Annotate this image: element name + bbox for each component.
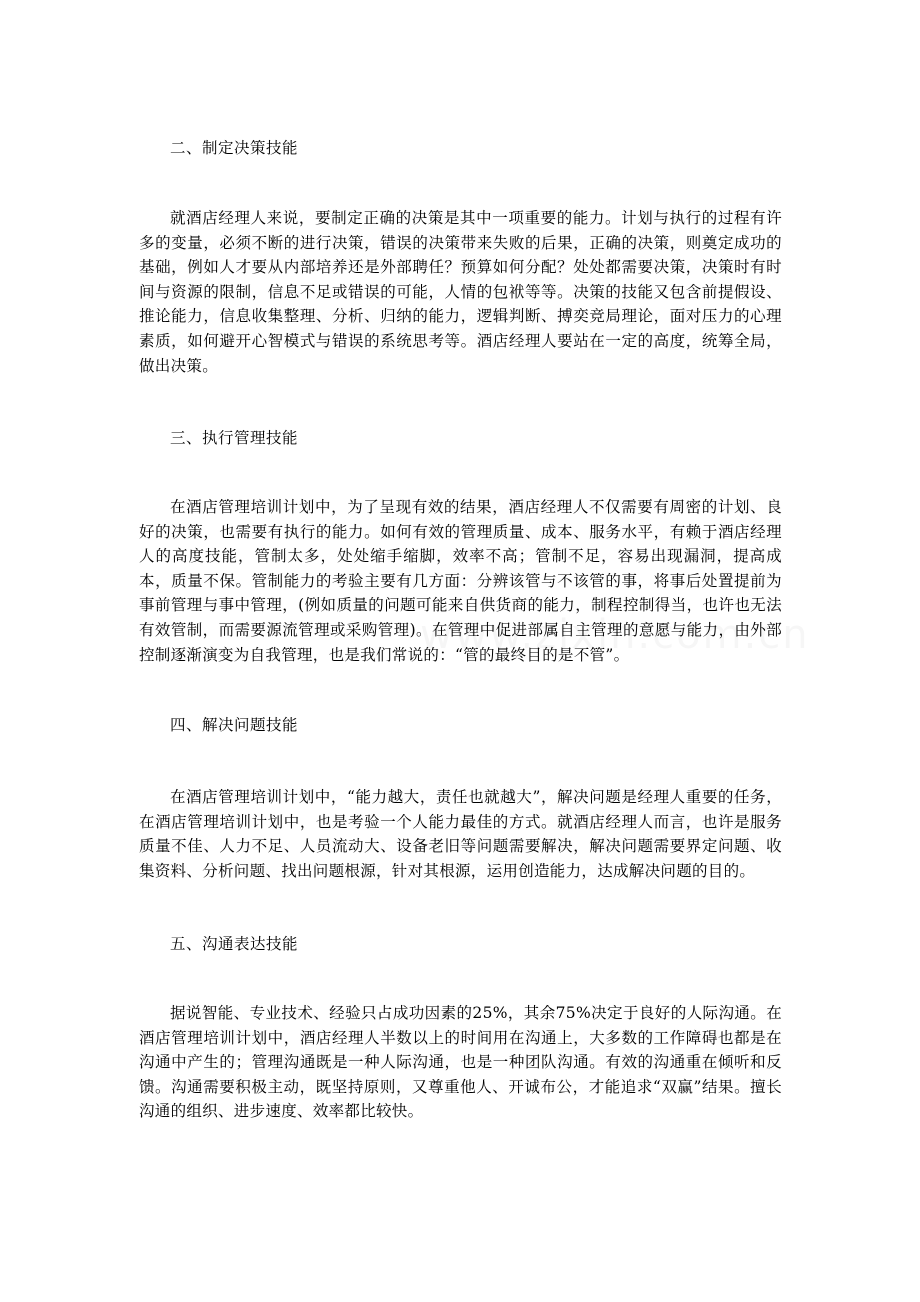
section-body-communication: 据说智能、专业技术、经验只占成功因素的25%，其余75%决定于良好的人际沟通。在酒店管理培训计划中，酒店经理人半数以上的时间用在沟通上，大多数的工作障碍也都是在沟通中产生的；管理沟通既是一种人际沟通，也是一种团队沟通。有效的沟通重在倾听和反馈。沟通需要积极主动，既坚持原则，又尊重他人、开诚布公，才能追求“双赢”结果。擅长沟通的组织、进步速度、效率都比较快。 [139, 1004, 782, 1121]
section-heading-communication: 五、沟通表达技能 [170, 935, 299, 953]
section-heading-execution: 三、执行管理技能 [170, 429, 299, 447]
section-body-problem-solving: 在酒店管理培训计划中，“能力越大，责任也就越大”，解决问题是经理人重要的任务，在酒店管理培训计划中，也是考验一个人能力最佳的方式。就酒店经理人而言，也许是服务质量不佳、人力不足、人员流动大、设备老旧等问题需要解决，解决问题需要界定问题、收集资料、分析问题、找出问题根源，针对其根源，运用创造能力，达成解决问题的目的。 [139, 788, 782, 880]
section-heading-decision: 二、制定决策技能 [170, 139, 299, 157]
section-body-decision: 就酒店经理人来说，要制定正确的决策是其中一项重要的能力。计划与执行的过程有许多的变量，必须不断的进行决策，错误的决策带来失败的后果，正确的决策，则奠定成功的基础，例如人才要从内部培养还是外部聘任？预算如何分配？处处都需要决策，决策时有时间与资源的限制，信息不足或错误的可能，人情的包袱等等。决策的技能又包含前提假设、推论能力，信息收集整理、分析、归纳的能力，逻辑判断、搏奕竞局理论，面对压力的心理素质，如何避开心智模式与错误的系统思考等。酒店经理人要站在一定的高度，统筹全局，做出决策。 [139, 209, 782, 375]
section-heading-problem-solving: 四、解决问题技能 [170, 716, 299, 734]
section-body-execution: 在酒店管理培训计划中，为了呈现有效的结果，酒店经理人不仅需要有周密的计划、良好的决策，也需要有执行的能力。如何有效的管理质量、成本、服务水平，有赖于酒店经理人的高度技能，管制太多，处处缩手缩脚，效率不高；管制不足，容易出现漏洞，提高成本，质量不保。管制能力的考验主要有几方面：分辨该管与不该管的事，将事后处置提前为事前管理与事中管理，(例如质量的问题可能来自供货商的能力，制程控制得当，也许也无法有效管制，而需要源流管理或采购管理)。在管理中促进部属自主管理的意愿与能力，由外部控制逐渐演变为自我管理，也是我们常说的：“管的最终目的是不管”。 [139, 498, 782, 664]
